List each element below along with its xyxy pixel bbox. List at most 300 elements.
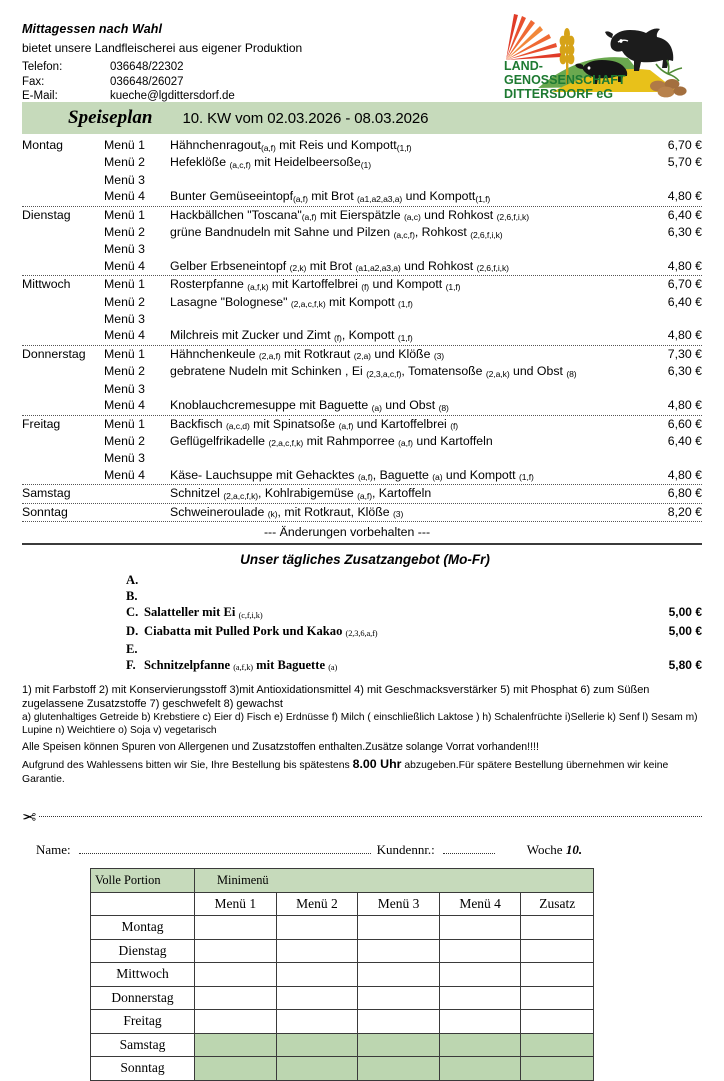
menu-number: Menü 3 [104, 172, 146, 187]
allergen-code: (8) [438, 402, 449, 413]
dish-text: , Tomatensoße [401, 364, 486, 379]
order-checkbox-cell[interactable] [195, 963, 277, 987]
dish-text: mit Kompott [325, 294, 399, 309]
allergen-code: (1,f) [475, 193, 491, 204]
zusatz-row [22, 588, 702, 604]
dish-price: 4,80 € [667, 328, 702, 343]
menu-row [22, 346, 702, 363]
allergen-code: (3) [393, 509, 404, 520]
allergen-code: (1) [360, 159, 371, 170]
dish-description [170, 363, 646, 380]
order-table-wrap [22, 868, 702, 1081]
dish-text: mit Kartoffelbrei [268, 277, 362, 292]
zusatz-letter: C. [126, 605, 139, 620]
woche-value: 10. [565, 842, 583, 857]
legend-warning: Alle Speisen können Spuren von Allergenen und Zusatzstoffen enthalten.Zusätze solange Vorrat vorhanden!!!! [22, 740, 539, 753]
order-day-label: Montag [91, 916, 195, 940]
dish-text: Schweineroulade [170, 504, 268, 519]
day-label: Dienstag [22, 207, 71, 222]
dish-description [170, 327, 646, 344]
order-table-head [91, 869, 594, 916]
menu-number: Menü 2 [104, 433, 146, 448]
zusatz-text: mit Baguette [252, 657, 329, 672]
menu-number: Menü 2 [104, 225, 146, 240]
order-column-header: Menü 1 [195, 892, 277, 916]
zusatz-text: Salatteller mit Ei [144, 605, 239, 620]
order-checkbox-cell[interactable] [195, 1057, 277, 1081]
dish-text: mit Reis und Kompott [275, 138, 397, 152]
allergen-code: (1,f) [398, 299, 413, 310]
dish-price: 6,70 € [667, 138, 702, 152]
dish-text: , Kohlrabigemüse [258, 486, 358, 501]
allergen-code: (a,f,k) [233, 663, 253, 673]
zusatz-price: 5,00 € [668, 623, 702, 638]
day-block [22, 207, 702, 277]
dish-price: 6,80 € [667, 486, 702, 501]
zusatz-name [126, 604, 632, 622]
menu-number: Menü 2 [104, 294, 146, 309]
order-day-label: Samstag [91, 1033, 195, 1057]
dish-description [170, 433, 646, 450]
menu-number: Menü 4 [104, 258, 146, 273]
order-checkbox-cell[interactable] [521, 1010, 594, 1034]
phone-label: Telefon: [22, 61, 63, 73]
dish-description [170, 397, 646, 414]
allergen-code: (a) [432, 472, 443, 483]
allergen-code: (a,f) [398, 438, 413, 449]
day-block [22, 485, 702, 503]
order-checkbox-cell[interactable] [439, 1033, 521, 1057]
zusatz-letter: B. [126, 589, 138, 604]
logo-line-2: GENOSSENSCHAFT [504, 73, 626, 87]
day-label: Samstag [22, 486, 71, 501]
dish-text: und Klöße [370, 346, 434, 361]
menu-row [22, 485, 702, 502]
scissors-icon: ✂ [22, 807, 37, 827]
allergen-code: (a,f,k) [247, 281, 269, 292]
allergen-code: (a,f) [293, 193, 308, 204]
day-label: Sonntag [22, 504, 68, 519]
dish-text: mit Rahmporree [303, 433, 399, 448]
dish-description [170, 504, 646, 521]
logo-line-3: DITTERSDORF eG [504, 87, 614, 100]
order-checkbox-cell[interactable] [521, 916, 594, 940]
speiseplan-week: 10. KW vom 02.03.2026 - 08.03.2026 [182, 109, 429, 127]
day-label: Freitag [22, 416, 61, 431]
day-label: Montag [22, 138, 64, 152]
bull-eye [619, 39, 622, 43]
menu-number: Menü 1 [104, 207, 146, 222]
dish-text: Backfisch [170, 416, 227, 431]
kundennr-label: Kundennr.: [376, 842, 435, 857]
name-label: Name: [36, 842, 71, 857]
order-column-header: Zusatz [521, 892, 594, 916]
allergen-code: (a,c) [404, 212, 421, 223]
menu-row [22, 258, 702, 275]
legend-letters: a) glutenhaltiges Getreide b) Krebstiere c) Eier d) Fisch e) Erdnüsse f) Milch ( einschließlich Laktose ) h) Schalenfrüchte i)Sellerie k) Senf l) Sesam m) Lupine n) Weichtiere o) Soja v) vegetarisch [22, 711, 698, 737]
menu-number: Menü 3 [104, 312, 146, 327]
dish-description [170, 207, 646, 224]
dish-text: , Kompott [341, 328, 398, 343]
order-checkbox-cell[interactable] [439, 963, 521, 987]
order-checkbox-cell[interactable] [276, 963, 358, 987]
order-checkbox-cell[interactable] [439, 916, 521, 940]
allergen-code: (2,6,f,i,k) [496, 212, 529, 223]
header-title: Mittagessen nach Wahl [22, 22, 163, 36]
dish-text: und Kartoffelbrei [353, 416, 451, 431]
zusatz-row [22, 572, 702, 588]
order-checkbox-cell[interactable] [276, 1033, 358, 1057]
menu-number: Menü 1 [104, 416, 146, 431]
woche-field [527, 842, 582, 858]
order-checkbox-cell[interactable] [195, 916, 277, 940]
dish-text: Geflügelfrikadelle [170, 433, 269, 448]
phone-value: 036648/22302 [110, 61, 184, 73]
name-input[interactable] [79, 853, 371, 854]
order-checkbox-cell[interactable] [358, 1033, 440, 1057]
legend-order-note [22, 758, 702, 786]
order-note-post: abzugeben.Für spätere Bestellung übernehmen wir keine Garantie. [22, 760, 669, 785]
allergen-code: (a1,a2,a3,a) [357, 193, 403, 204]
order-checkbox-cell[interactable] [358, 986, 440, 1010]
order-table-head-row-1 [91, 869, 594, 893]
dish-description [170, 276, 646, 293]
allergen-code: (1,f) [445, 281, 461, 292]
allergen-code: (a) [371, 402, 382, 413]
menu-row [22, 416, 702, 433]
company-logo [500, 8, 708, 100]
order-table-row [91, 963, 594, 987]
fax-value: 036648/26027 [110, 75, 184, 88]
dish-text: mit Brot [307, 189, 358, 204]
allergen-code: (f) [334, 332, 342, 343]
order-checkbox-cell[interactable] [439, 1057, 521, 1081]
zusatz-letter: D. [126, 623, 139, 638]
allergen-code: (a,f) [338, 421, 354, 431]
allergen-code: (a,f) [357, 490, 372, 501]
fax-label: Fax: [22, 75, 45, 88]
order-day-label: Donnerstag [91, 986, 195, 1010]
day-block [22, 504, 702, 522]
order-table-row [91, 1033, 594, 1057]
order-day-label: Freitag [91, 1010, 195, 1034]
allergen-code: (f) [361, 281, 370, 292]
dish-text: und Rohkost [420, 207, 497, 222]
order-checkbox-cell[interactable] [276, 1010, 358, 1034]
dish-text: und Kartoffeln [412, 433, 493, 448]
menu-row [22, 467, 702, 484]
dish-text: Lasagne "Bolognese" [170, 294, 291, 309]
order-table-body [91, 916, 594, 1081]
menu-row [22, 433, 702, 450]
allergen-code: (3) [433, 351, 445, 362]
menu-row [22, 241, 702, 257]
dish-price: 5,70 € [667, 155, 702, 170]
order-table-head-row-2 [91, 892, 594, 916]
day-label: Mittwoch [22, 277, 71, 292]
order-checkbox-cell[interactable] [439, 939, 521, 963]
menu-row [22, 172, 702, 188]
order-table-row [91, 939, 594, 963]
woche-label: Woche [526, 842, 566, 857]
menu-number: Menü 4 [104, 189, 146, 204]
dish-text: , Rohkost [414, 225, 471, 240]
dish-text: gebratene Nudeln mit Schinken , Ei [170, 364, 367, 379]
order-table-row [91, 986, 594, 1010]
order-column-header: Menü 2 [276, 892, 358, 916]
menu-number: Menü 3 [104, 381, 146, 396]
logo-artwork [500, 8, 708, 100]
dish-price: 6,40 € [667, 207, 702, 222]
dish-text: und Kompott [442, 467, 520, 482]
dish-text: Bunter Gemüseeintopf [170, 189, 294, 204]
allergen-code: (2,a,c,f,k) [268, 438, 304, 449]
menu-number: Menü 4 [104, 398, 146, 413]
dish-price: 4,80 € [667, 258, 702, 273]
dish-description [170, 224, 646, 241]
menu-row [22, 397, 702, 414]
menu-row [22, 311, 702, 327]
day-block [22, 276, 702, 346]
dish-text: und Kompott [402, 189, 476, 204]
legend-numbers: 1) mit Farbstoff 2) mit Konservierungsstoff 3)mit Antioxidationsmittel 4) mit Geschmacksverstärker 5) mit Phosphat 6) zum Süßen zugelassene Zusatzstoffe 7) geschwefelt 8) gewachst [22, 684, 650, 710]
email-label: E-Mail: [22, 90, 58, 102]
dish-text: Hähnchenragout [170, 138, 261, 152]
dish-text: Milchreis mit Zucker und Zimt [170, 328, 334, 343]
order-checkbox-cell[interactable] [521, 986, 594, 1010]
order-checkbox-cell[interactable] [358, 939, 440, 963]
dish-text: Schnitzel [170, 486, 224, 501]
dish-text: Hähnchenkeule [170, 346, 259, 361]
dish-text: mit Rotkraut [280, 346, 354, 361]
dish-description [170, 416, 646, 433]
zusatzangebot-list [22, 572, 702, 675]
allergen-code: (f) [450, 421, 459, 431]
order-note-pre: Aufgrund des Wahlessens bitten wir Sie, Ihre Bestellung bis spätestens [22, 760, 353, 772]
weekly-menu [22, 137, 702, 522]
dish-text: Knoblauchcremesuppe mit Baguette [170, 398, 372, 413]
order-checkbox-cell[interactable] [521, 1057, 594, 1081]
dish-text: mit Brot [306, 258, 356, 273]
zusatz-row [22, 623, 702, 641]
allergen-code: (1,f) [396, 142, 412, 153]
dish-price: 6,40 € [667, 294, 702, 309]
dish-text: mit Spinatsoße [249, 416, 339, 431]
email-value: kueche@lgdittersdorf.de [110, 90, 235, 102]
dish-price: 4,80 € [667, 467, 702, 482]
allergen-legend [22, 684, 702, 786]
speiseplan-title: Speiseplan [68, 107, 153, 128]
order-checkbox-cell[interactable] [276, 916, 358, 940]
order-column-header: Menü 3 [358, 892, 440, 916]
allergen-code: (a,c,f) [229, 159, 251, 170]
zusatz-row [22, 641, 702, 657]
header-volle-portion: Volle Portion [91, 869, 195, 893]
changes-note: --- Änderungen vorbehalten --- [263, 524, 431, 539]
day-block [22, 346, 702, 416]
allergen-code: (8) [566, 368, 577, 379]
order-column-header: Menü 4 [439, 892, 521, 916]
allergen-code: (k) [267, 509, 278, 520]
allergen-code: (1,f) [519, 472, 534, 483]
allergen-code: (a,c,d) [226, 421, 250, 431]
dish-description [170, 485, 646, 502]
menu-row [22, 224, 702, 241]
dish-text: und Obst [509, 364, 567, 379]
allergen-code: (2,3,6,a,f) [345, 629, 378, 639]
zusatz-row [22, 604, 702, 622]
allergen-code: (a1,a2,a3,a) [355, 263, 401, 274]
allergen-code: (2,a,k) [485, 368, 510, 379]
dish-text: Hackbällchen "Toscana" [170, 207, 302, 222]
zusatz-letter: E. [126, 641, 138, 656]
menu-number: Menü 4 [104, 328, 146, 343]
allergen-code: (a,c,f) [393, 229, 415, 240]
dish-price: 6,70 € [667, 277, 702, 292]
order-checkbox-cell[interactable] [195, 939, 277, 963]
dish-text: und Kompott [369, 277, 446, 292]
allergen-code: (a) [328, 663, 338, 673]
order-checkbox-cell[interactable] [195, 1033, 277, 1057]
dish-price: 6,60 € [667, 416, 702, 431]
allergen-code: (2,a,c,f,k) [290, 299, 326, 310]
zusatz-name [126, 657, 632, 675]
order-day-label: Dienstag [91, 939, 195, 963]
menu-number: Menü 3 [104, 242, 146, 257]
dish-text: Käse- Lauchsuppe mit Gehacktes [170, 467, 358, 482]
header-subtitle: bietet unsere Landfleischerei aus eigener Produktion [22, 41, 303, 55]
day-label: Donnerstag [22, 346, 86, 361]
pig-eye [588, 66, 591, 69]
cut-here-line [22, 808, 702, 826]
dish-description [170, 346, 646, 363]
dish-description [170, 154, 646, 171]
order-table-row [91, 1057, 594, 1081]
zusatz-price: 5,80 € [668, 657, 702, 672]
allergen-code: (2,k) [289, 263, 307, 274]
dish-description [170, 467, 646, 484]
dish-price: 6,30 € [667, 225, 702, 240]
order-checkbox-cell[interactable] [521, 939, 594, 963]
allergen-code: (2,6,f,i,k) [476, 263, 509, 274]
logo-line-1: LAND- [504, 59, 543, 73]
dish-text: und Obst [381, 398, 439, 413]
order-checkbox-cell[interactable] [195, 1010, 277, 1034]
dish-text: , Kartoffeln [371, 486, 432, 501]
dish-text: , Baguette [372, 467, 433, 482]
menu-row [22, 137, 702, 154]
document-header [22, 0, 702, 102]
dish-price: 4,80 € [667, 398, 702, 413]
speiseplan-banner [22, 102, 702, 134]
dish-text: mit Eierspätzle [316, 207, 405, 222]
menu-number: Menü 3 [104, 451, 146, 466]
order-form-fields [22, 842, 702, 858]
allergen-code: (a,f) [301, 212, 317, 223]
allergen-code: (2,a,f) [258, 351, 281, 362]
dish-price: 8,20 € [667, 504, 702, 519]
zusatz-name [126, 623, 632, 641]
dish-text: Hefeklöße [170, 155, 230, 170]
menu-number: Menü 2 [104, 155, 146, 170]
dish-description [170, 258, 646, 275]
menu-number: Menü 1 [104, 346, 146, 361]
allergen-code: (2,a) [353, 351, 371, 362]
allergen-code: (2,6,f,i,k) [470, 229, 503, 240]
menu-row [22, 363, 702, 380]
menu-row [22, 450, 702, 466]
order-checkbox-cell[interactable] [439, 986, 521, 1010]
zusatz-letter: A. [126, 572, 139, 587]
dish-text: , mit Rotkraut, Klöße [277, 504, 393, 519]
header-minimenu: Minimenü [195, 869, 594, 893]
allergen-code: (a,f) [357, 472, 373, 483]
dish-price: 7,30 € [667, 346, 702, 361]
menu-row [22, 154, 702, 171]
order-table [90, 868, 594, 1081]
day-block [22, 416, 702, 486]
day-block [22, 137, 702, 207]
header-day-blank [91, 892, 195, 916]
menu-row [22, 294, 702, 311]
dish-description [170, 137, 646, 154]
dish-text: und Rohkost [400, 258, 477, 273]
order-checkbox-cell[interactable] [276, 1057, 358, 1081]
dish-text: grüne Bandnudeln mit Sahne und Pilzen [170, 225, 394, 240]
order-checkbox-cell[interactable] [439, 1010, 521, 1034]
dish-price: 6,30 € [667, 364, 702, 379]
menu-number: Menü 1 [104, 138, 146, 152]
order-checkbox-cell[interactable] [358, 1057, 440, 1081]
zusatz-row [22, 657, 702, 675]
zusatz-price: 5,00 € [668, 605, 702, 620]
menu-row [22, 188, 702, 205]
menu-number: Menü 4 [104, 467, 146, 482]
dish-description [170, 188, 646, 205]
order-checkbox-cell[interactable] [521, 963, 594, 987]
dish-text: Rosterpfanne [170, 277, 248, 292]
menu-number: Menü 1 [104, 277, 146, 292]
order-checkbox-cell[interactable] [521, 1033, 594, 1057]
kundennr-input[interactable] [443, 853, 495, 854]
menu-row [22, 504, 702, 521]
dish-text: Gelber Erbseneintopf [170, 258, 290, 273]
order-table-row [91, 916, 594, 940]
zusatz-letter: F. [126, 657, 136, 672]
menu-row [22, 207, 702, 224]
order-day-label: Mittwoch [91, 963, 195, 987]
order-checkbox-cell[interactable] [276, 986, 358, 1010]
order-checkbox-cell[interactable] [195, 986, 277, 1010]
order-checkbox-cell[interactable] [358, 916, 440, 940]
allergen-code: (2,3,a,c,f) [366, 368, 402, 379]
menu-row [22, 381, 702, 397]
allergen-code: (a,f) [260, 142, 276, 153]
allergen-code: (2,a,c,f,k) [223, 490, 259, 501]
order-checkbox-cell[interactable] [276, 939, 358, 963]
menu-row [22, 327, 702, 344]
zusatz-text: Ciabatta mit Pulled Pork und Kakao [144, 623, 346, 638]
zusatzangebot-title: Unser tägliches Zusatzangebot (Mo-Fr) [240, 551, 490, 567]
order-table-row [91, 1010, 594, 1034]
order-checkbox-cell[interactable] [358, 963, 440, 987]
dish-price: 6,40 € [667, 433, 702, 448]
menu-number: Menü 2 [104, 364, 146, 379]
order-checkbox-cell[interactable] [358, 1010, 440, 1034]
sunburst-icon [506, 14, 561, 60]
dish-text: mit Heidelbeersoße [250, 155, 361, 170]
allergen-code: (1,f) [397, 332, 413, 343]
